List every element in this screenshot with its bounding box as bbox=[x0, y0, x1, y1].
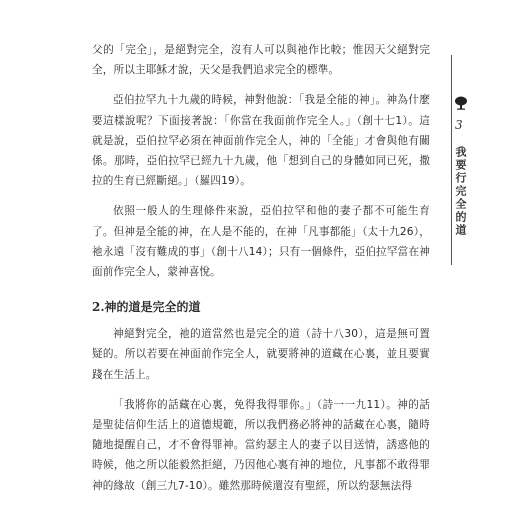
body-text bbox=[92, 40, 430, 506]
paragraph: 父的「完全」，是絕對完全，沒有人可以與祂作比較；惟因天父絕對完全，所以主耶穌才說，天父是我們追求完全的標準。 bbox=[92, 44, 430, 77]
paragraph: 「我將你的話藏在心裏，免得我得罪你。」（詩一一九11）。神的話是聖徒信仰生活上的道德規範，所以我們務必將神的話藏在心裏，隨時隨地提醒自己，才不會得罪神。當約瑟主人的妻子以目送情，誘惑他的時候，他之所以能毅然拒絕，乃因他心裏有神的地位，凡事都不敢得罪神的緣故（創三九7-10）。雖然那時候還沒有聖經，所以約瑟無法得 bbox=[92, 398, 430, 492]
section-heading: 2.神的道是完全的道 bbox=[92, 300, 201, 315]
tree-ornament-icon bbox=[454, 96, 468, 110]
paragraph: 神絕對完全，祂的道當然也是完全的道（詩十八30），這是無可置疑的。所以若要在神面前作完全人，就要將神的道藏在心裏，並且要實踐在生活上。 bbox=[92, 328, 430, 381]
paragraph: 亞伯拉罕九十九歲的時候，神對他說：「我是全能的神」。神為什麼要這樣說呢？下面接著說：「你當在我面前作完全人。」（創十七1）。這就是說，亞伯拉罕必須在神面前作完全人，神的「全能」才會與他有關係。那時，亞伯拉罕已經九十九歲，他「想到自己的身體如同已死，撒拉的生育已經斷絕。」（羅四19）。 bbox=[92, 94, 430, 188]
chapter-title: 我要行完全的道 bbox=[454, 146, 467, 237]
page-number: 3 bbox=[455, 118, 463, 132]
paragraph: 依照一般人的生理條件來說，亞伯拉罕和他的妻子都不可能生育了。但神是全能的神，在人是不能的，在神「凡事都能」（太十九26），祂永遠「沒有難成的事」（創十八14）；只有一個條件，亞伯拉罕當在神面前作完全人，蒙神喜悅。 bbox=[92, 205, 430, 279]
